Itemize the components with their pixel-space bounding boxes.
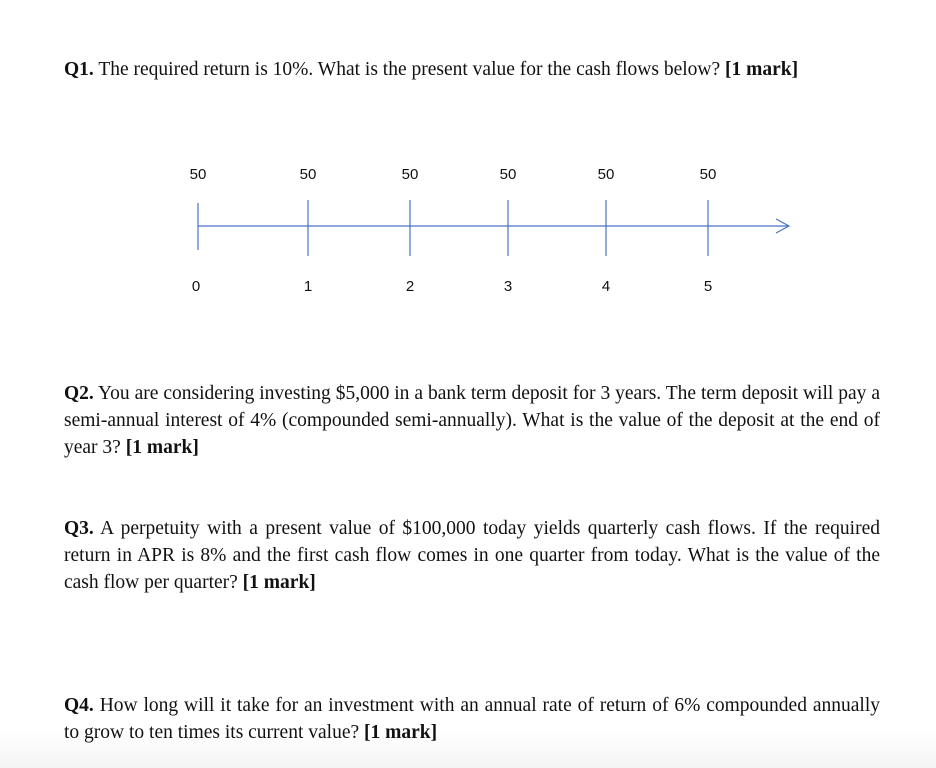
question-1-label: Q1. xyxy=(64,59,94,80)
cash-flow-label: 50 xyxy=(299,166,317,183)
period-label: 5 xyxy=(703,278,713,295)
question-3-mark: [1 mark] xyxy=(242,572,316,593)
period-label: 2 xyxy=(405,278,415,295)
question-1-text: The required return is 10%. What is the present value for the cash flows below? xyxy=(93,59,726,80)
question-3-text: A perpetuity with a present value of $100,000 today yields quarterly cash flows. If the required return in APR is 8% and the first cash flow comes in one quarter from today. What is the value of the cash flow per quarter? xyxy=(64,518,880,593)
question-4-label: Q4. xyxy=(64,695,94,716)
question-4-mark: [1 mark] xyxy=(364,722,438,743)
cash-flow-label: 50 xyxy=(597,166,615,183)
period-label: 4 xyxy=(601,278,611,295)
cash-flow-timeline xyxy=(0,0,936,330)
question-4 xyxy=(64,692,880,746)
question-1-mark: [1 mark] xyxy=(725,59,799,80)
timeline-lines xyxy=(198,200,789,256)
cash-flow-label: 50 xyxy=(189,166,207,183)
period-label: 1 xyxy=(303,278,313,295)
period-label: 0 xyxy=(191,278,201,295)
question-3-label: Q3. xyxy=(64,518,94,539)
question-2-label: Q2. xyxy=(64,383,94,404)
question-2-mark: [1 mark] xyxy=(125,437,199,458)
cash-flow-label: 50 xyxy=(401,166,419,183)
cash-flow-label: 50 xyxy=(699,166,717,183)
cash-flow-label: 50 xyxy=(499,166,517,183)
timeline-labels xyxy=(190,166,717,295)
question-4-text: How long will it take for an investment with an annual rate of return of 6% compounded annually to grow to ten times its current value? xyxy=(64,695,880,743)
period-label: 3 xyxy=(503,278,513,295)
question-2 xyxy=(64,380,880,461)
question-2-text: You are considering investing $5,000 in a bank term deposit for 3 years. The term deposit will pay a semi-annual interest of 4% (compounded semi-annually). What is the value of the deposit at the end of year 3? xyxy=(64,383,880,458)
question-3 xyxy=(64,515,880,596)
